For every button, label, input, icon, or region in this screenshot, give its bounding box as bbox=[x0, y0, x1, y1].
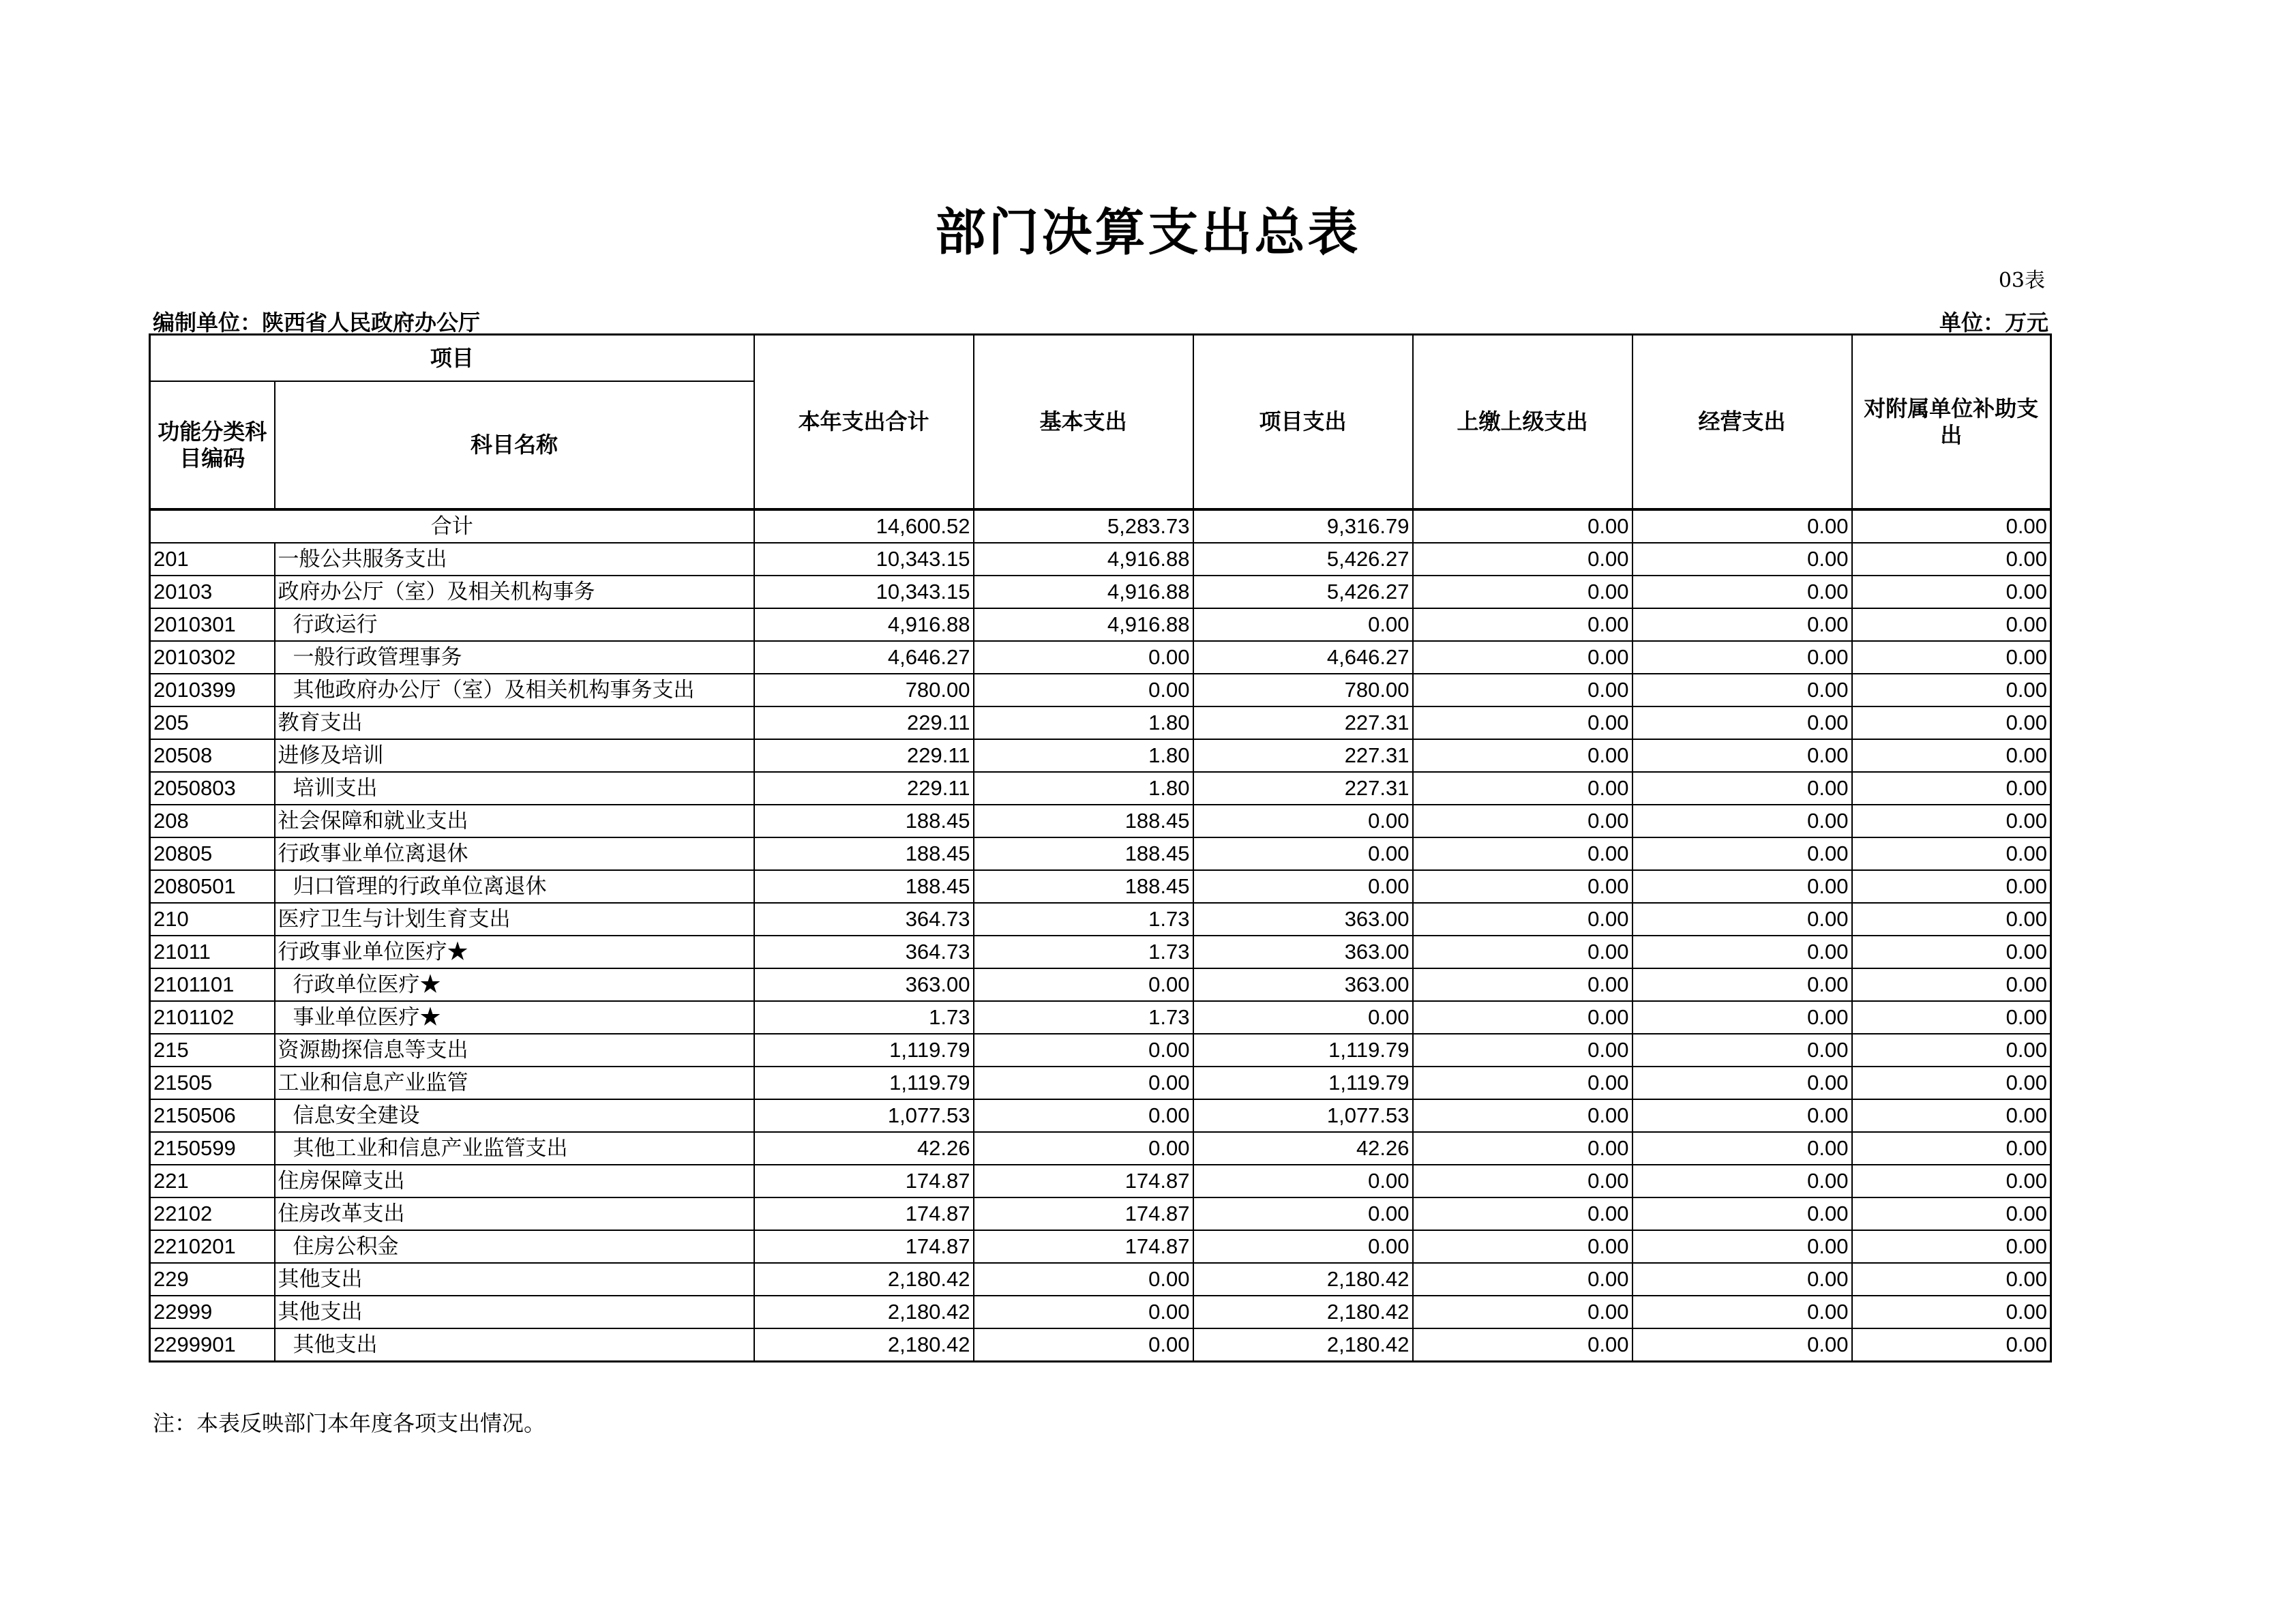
name-cell: 其他支出 bbox=[275, 1263, 754, 1296]
basic-cell: 1.73 bbox=[974, 903, 1193, 936]
subsidy-cell: 0.00 bbox=[1852, 1099, 2051, 1132]
subsidy-cell: 0.00 bbox=[1852, 1328, 2051, 1362]
table-row bbox=[150, 936, 2051, 968]
remit-cell: 0.00 bbox=[1413, 1165, 1632, 1197]
name-cell: 住房改革支出 bbox=[275, 1197, 754, 1230]
remit-cell: 0.00 bbox=[1413, 837, 1632, 870]
basic-cell: 1.80 bbox=[974, 706, 1193, 739]
code-cell: 20103 bbox=[150, 576, 275, 608]
code-cell: 22999 bbox=[150, 1296, 275, 1328]
remit-cell: 0.00 bbox=[1413, 772, 1632, 805]
code-cell: 22102 bbox=[150, 1197, 275, 1230]
basic-cell: 0.00 bbox=[974, 1328, 1193, 1362]
page-title: 部门决算支出总表 bbox=[935, 203, 1361, 262]
project-cell: 227.31 bbox=[1193, 739, 1413, 772]
name-cell: 医疗卫生与计划生育支出 bbox=[275, 903, 754, 936]
business-cell: 0.00 bbox=[1632, 1132, 1852, 1165]
subsidy-cell: 0.00 bbox=[1852, 1132, 2051, 1165]
project-cell: 363.00 bbox=[1193, 903, 1413, 936]
total-cell: 188.45 bbox=[754, 837, 974, 870]
total-cell: 2,180.42 bbox=[754, 1263, 974, 1296]
org-label: 编制单位：陕西省人民政府办公厅 bbox=[153, 310, 481, 336]
code-cell: 2050803 bbox=[150, 772, 275, 805]
remit-cell: 0.00 bbox=[1413, 1067, 1632, 1099]
project-cell: 0.00 bbox=[1193, 1230, 1413, 1263]
subsidy-cell: 0.00 bbox=[1852, 706, 2051, 739]
name-cell: 其他工业和信息产业监管支出 bbox=[275, 1132, 754, 1165]
table-row bbox=[150, 1001, 2051, 1034]
name-cell: 信息安全建设 bbox=[275, 1099, 754, 1132]
subsidy-cell: 0.00 bbox=[1852, 1067, 2051, 1099]
code-cell: 2010301 bbox=[150, 608, 275, 641]
business-cell: 0.00 bbox=[1632, 1034, 1852, 1067]
project-cell: 0.00 bbox=[1193, 608, 1413, 641]
code-cell: 221 bbox=[150, 1165, 275, 1197]
subsidy-cell: 0.00 bbox=[1852, 968, 2051, 1001]
project-cell: 2,180.42 bbox=[1193, 1263, 1413, 1296]
project-cell: 0.00 bbox=[1193, 805, 1413, 837]
table-row bbox=[150, 1034, 2051, 1067]
code-cell: 2101102 bbox=[150, 1001, 275, 1034]
code-cell: 20508 bbox=[150, 739, 275, 772]
subsidy-cell: 0.00 bbox=[1852, 1296, 2051, 1328]
code-cell: 201 bbox=[150, 543, 275, 576]
business-cell: 0.00 bbox=[1632, 968, 1852, 1001]
project-cell: 780.00 bbox=[1193, 674, 1413, 706]
code-cell: 2010302 bbox=[150, 641, 275, 674]
header-code: 功能分类科目编码 bbox=[150, 381, 275, 509]
unit-label: 单位：万元 bbox=[1939, 310, 2048, 336]
remit-cell: 0.00 bbox=[1413, 641, 1632, 674]
subsidy-cell: 0.00 bbox=[1852, 1034, 2051, 1067]
subsidy-cell: 0.00 bbox=[1852, 1165, 2051, 1197]
remit-cell: 0.00 bbox=[1413, 674, 1632, 706]
table-row bbox=[150, 576, 2051, 608]
basic-cell: 4,916.88 bbox=[974, 543, 1193, 576]
project-cell: 5,426.27 bbox=[1193, 576, 1413, 608]
subsidy-cell: 0.00 bbox=[1852, 608, 2051, 641]
code-cell: 21011 bbox=[150, 936, 275, 968]
name-cell: 行政事业单位医疗★ bbox=[275, 936, 754, 968]
total-cell: 229.11 bbox=[754, 772, 974, 805]
basic-cell: 0.00 bbox=[974, 674, 1193, 706]
table-row bbox=[150, 837, 2051, 870]
code-cell: 215 bbox=[150, 1034, 275, 1067]
table-row bbox=[150, 706, 2051, 739]
code-cell: 2210201 bbox=[150, 1230, 275, 1263]
business-cell: 0.00 bbox=[1632, 837, 1852, 870]
name-cell: 行政单位医疗★ bbox=[275, 968, 754, 1001]
project-cell: 4,646.27 bbox=[1193, 641, 1413, 674]
remit-cell: 0.00 bbox=[1413, 509, 1632, 543]
name-cell: 资源勘探信息等支出 bbox=[275, 1034, 754, 1067]
project-cell: 42.26 bbox=[1193, 1132, 1413, 1165]
table-row bbox=[150, 641, 2051, 674]
subsidy-cell: 0.00 bbox=[1852, 1263, 2051, 1296]
total-cell: 364.73 bbox=[754, 903, 974, 936]
table-row bbox=[150, 1165, 2051, 1197]
name-cell: 工业和信息产业监管 bbox=[275, 1067, 754, 1099]
subsidy-cell: 0.00 bbox=[1852, 641, 2051, 674]
remit-cell: 0.00 bbox=[1413, 1197, 1632, 1230]
name-cell: 政府办公厅（室）及相关机构事务 bbox=[275, 576, 754, 608]
code-cell: 2080501 bbox=[150, 870, 275, 903]
remit-cell: 0.00 bbox=[1413, 1328, 1632, 1362]
name-cell: 教育支出 bbox=[275, 706, 754, 739]
table-row bbox=[150, 608, 2051, 641]
basic-cell: 1.80 bbox=[974, 772, 1193, 805]
total-cell: 42.26 bbox=[754, 1132, 974, 1165]
remit-cell: 0.00 bbox=[1413, 1099, 1632, 1132]
remit-cell: 0.00 bbox=[1413, 1001, 1632, 1034]
project-cell: 1,119.79 bbox=[1193, 1034, 1413, 1067]
total-cell: 174.87 bbox=[754, 1165, 974, 1197]
code-cell: 205 bbox=[150, 706, 275, 739]
project-cell: 363.00 bbox=[1193, 968, 1413, 1001]
remit-cell: 0.00 bbox=[1413, 706, 1632, 739]
name-cell: 事业单位医疗★ bbox=[275, 1001, 754, 1034]
subsidy-cell: 0.00 bbox=[1852, 837, 2051, 870]
business-cell: 0.00 bbox=[1632, 1001, 1852, 1034]
remit-cell: 0.00 bbox=[1413, 576, 1632, 608]
business-cell: 0.00 bbox=[1632, 706, 1852, 739]
subsidy-cell: 0.00 bbox=[1852, 576, 2051, 608]
header-item: 项目 bbox=[150, 335, 754, 382]
total-cell: 188.45 bbox=[754, 870, 974, 903]
basic-cell: 1.80 bbox=[974, 739, 1193, 772]
business-cell: 0.00 bbox=[1632, 1099, 1852, 1132]
business-cell: 0.00 bbox=[1632, 903, 1852, 936]
table-row bbox=[150, 870, 2051, 903]
total-cell: 364.73 bbox=[754, 936, 974, 968]
code-cell: 210 bbox=[150, 903, 275, 936]
business-cell: 0.00 bbox=[1632, 576, 1852, 608]
header-basic: 基本支出 bbox=[974, 335, 1193, 510]
subsidy-cell: 0.00 bbox=[1852, 805, 2051, 837]
table-row bbox=[150, 739, 2051, 772]
table-row bbox=[150, 1296, 2051, 1328]
name-cell: 归口管理的行政单位离退休 bbox=[275, 870, 754, 903]
total-cell: 174.87 bbox=[754, 1197, 974, 1230]
name-cell: 一般行政管理事务 bbox=[275, 641, 754, 674]
business-cell: 0.00 bbox=[1632, 1197, 1852, 1230]
total-cell: 14,600.52 bbox=[754, 509, 974, 543]
business-cell: 0.00 bbox=[1632, 674, 1852, 706]
business-cell: 0.00 bbox=[1632, 1067, 1852, 1099]
table-row bbox=[150, 543, 2051, 576]
total-cell: 780.00 bbox=[754, 674, 974, 706]
subsidy-cell: 0.00 bbox=[1852, 870, 2051, 903]
subsidy-cell: 0.00 bbox=[1852, 772, 2051, 805]
total-cell: 1,119.79 bbox=[754, 1034, 974, 1067]
basic-cell: 0.00 bbox=[974, 1132, 1193, 1165]
name-cell: 进修及培训 bbox=[275, 739, 754, 772]
header-total: 本年支出合计 bbox=[754, 335, 974, 510]
table-row bbox=[150, 1099, 2051, 1132]
name-cell: 其他政府办公厅（室）及相关机构事务支出 bbox=[275, 674, 754, 706]
name-cell: 培训支出 bbox=[275, 772, 754, 805]
code-cell: 2010399 bbox=[150, 674, 275, 706]
code-cell: 208 bbox=[150, 805, 275, 837]
name-cell: 住房公积金 bbox=[275, 1230, 754, 1263]
total-cell: 4,916.88 bbox=[754, 608, 974, 641]
remit-cell: 0.00 bbox=[1413, 870, 1632, 903]
subsidy-cell: 0.00 bbox=[1852, 1001, 2051, 1034]
total-cell: 229.11 bbox=[754, 706, 974, 739]
name-cell: 其他支出 bbox=[275, 1296, 754, 1328]
business-cell: 0.00 bbox=[1632, 1263, 1852, 1296]
business-cell: 0.00 bbox=[1632, 1230, 1852, 1263]
header-subsidy: 对附属单位补助支出 bbox=[1852, 335, 2051, 510]
table-row bbox=[150, 1197, 2051, 1230]
table-row bbox=[150, 1263, 2051, 1296]
basic-cell: 0.00 bbox=[974, 1034, 1193, 1067]
total-cell: 188.45 bbox=[754, 805, 974, 837]
business-cell: 0.00 bbox=[1632, 772, 1852, 805]
project-cell: 5,426.27 bbox=[1193, 543, 1413, 576]
basic-cell: 188.45 bbox=[974, 837, 1193, 870]
total-cell: 2,180.42 bbox=[754, 1328, 974, 1362]
project-cell: 1,077.53 bbox=[1193, 1099, 1413, 1132]
code-cell: 2299901 bbox=[150, 1328, 275, 1362]
business-cell: 0.00 bbox=[1632, 1165, 1852, 1197]
total-cell: 2,180.42 bbox=[754, 1296, 974, 1328]
business-cell: 0.00 bbox=[1632, 1328, 1852, 1362]
remit-cell: 0.00 bbox=[1413, 1132, 1632, 1165]
code-cell: 229 bbox=[150, 1263, 275, 1296]
total-cell: 4,646.27 bbox=[754, 641, 974, 674]
basic-cell: 0.00 bbox=[974, 641, 1193, 674]
code-cell: 2150599 bbox=[150, 1132, 275, 1165]
project-cell: 227.31 bbox=[1193, 772, 1413, 805]
expenditure-table bbox=[149, 333, 2052, 1363]
business-cell: 0.00 bbox=[1632, 543, 1852, 576]
code-cell: 20805 bbox=[150, 837, 275, 870]
subsidy-cell: 0.00 bbox=[1852, 674, 2051, 706]
footnote: 注：本表反映部门本年度各项支出情况。 bbox=[153, 1410, 546, 1436]
project-cell: 0.00 bbox=[1193, 870, 1413, 903]
remit-cell: 0.00 bbox=[1413, 1034, 1632, 1067]
remit-cell: 0.00 bbox=[1413, 543, 1632, 576]
remit-cell: 0.00 bbox=[1413, 1230, 1632, 1263]
subsidy-cell: 0.00 bbox=[1852, 936, 2051, 968]
subsidy-cell: 0.00 bbox=[1852, 1230, 2051, 1263]
business-cell: 0.00 bbox=[1632, 870, 1852, 903]
basic-cell: 0.00 bbox=[974, 1099, 1193, 1132]
basic-cell: 174.87 bbox=[974, 1197, 1193, 1230]
basic-cell: 0.00 bbox=[974, 1296, 1193, 1328]
project-cell: 0.00 bbox=[1193, 837, 1413, 870]
basic-cell: 4,916.88 bbox=[974, 576, 1193, 608]
subsidy-cell: 0.00 bbox=[1852, 903, 2051, 936]
total-cell: 174.87 bbox=[754, 1230, 974, 1263]
project-cell: 0.00 bbox=[1193, 1197, 1413, 1230]
business-cell: 0.00 bbox=[1632, 936, 1852, 968]
project-cell: 363.00 bbox=[1193, 936, 1413, 968]
business-cell: 0.00 bbox=[1632, 805, 1852, 837]
table-row bbox=[150, 772, 2051, 805]
project-cell: 2,180.42 bbox=[1193, 1296, 1413, 1328]
business-cell: 0.00 bbox=[1632, 1296, 1852, 1328]
total-cell: 229.11 bbox=[754, 739, 974, 772]
basic-cell: 174.87 bbox=[974, 1230, 1193, 1263]
remit-cell: 0.00 bbox=[1413, 903, 1632, 936]
basic-cell: 5,283.73 bbox=[974, 509, 1193, 543]
project-cell: 2,180.42 bbox=[1193, 1328, 1413, 1362]
basic-cell: 188.45 bbox=[974, 870, 1193, 903]
basic-cell: 174.87 bbox=[974, 1165, 1193, 1197]
total-cell: 10,343.15 bbox=[754, 576, 974, 608]
table-row bbox=[150, 805, 2051, 837]
subsidy-cell: 0.00 bbox=[1852, 543, 2051, 576]
code-cell: 21505 bbox=[150, 1067, 275, 1099]
basic-cell: 0.00 bbox=[974, 1067, 1193, 1099]
name-cell: 社会保障和就业支出 bbox=[275, 805, 754, 837]
remit-cell: 0.00 bbox=[1413, 936, 1632, 968]
name-cell: 其他支出 bbox=[275, 1328, 754, 1362]
total-cell: 363.00 bbox=[754, 968, 974, 1001]
remit-cell: 0.00 bbox=[1413, 608, 1632, 641]
name-cell: 住房保障支出 bbox=[275, 1165, 754, 1197]
business-cell: 0.00 bbox=[1632, 608, 1852, 641]
header-name: 科目名称 bbox=[275, 381, 754, 509]
remit-cell: 0.00 bbox=[1413, 1263, 1632, 1296]
table-row bbox=[150, 1067, 2051, 1099]
total-cell: 1,077.53 bbox=[754, 1099, 974, 1132]
total-cell: 1.73 bbox=[754, 1001, 974, 1034]
table-row bbox=[150, 674, 2051, 706]
project-cell: 0.00 bbox=[1193, 1165, 1413, 1197]
total-row bbox=[150, 509, 2051, 543]
total-label: 合计 bbox=[150, 509, 754, 543]
basic-cell: 1.73 bbox=[974, 936, 1193, 968]
basic-cell: 0.00 bbox=[974, 1263, 1193, 1296]
remit-cell: 0.00 bbox=[1413, 739, 1632, 772]
business-cell: 0.00 bbox=[1632, 641, 1852, 674]
subsidy-cell: 0.00 bbox=[1852, 1197, 2051, 1230]
remit-cell: 0.00 bbox=[1413, 968, 1632, 1001]
table-row bbox=[150, 903, 2051, 936]
project-cell: 9,316.79 bbox=[1193, 509, 1413, 543]
header-business: 经营支出 bbox=[1632, 335, 1852, 510]
name-cell: 行政事业单位离退休 bbox=[275, 837, 754, 870]
table-row bbox=[150, 1328, 2051, 1362]
project-cell: 0.00 bbox=[1193, 1001, 1413, 1034]
total-cell: 10,343.15 bbox=[754, 543, 974, 576]
basic-cell: 188.45 bbox=[974, 805, 1193, 837]
table-row bbox=[150, 968, 2051, 1001]
basic-cell: 0.00 bbox=[974, 968, 1193, 1001]
total-cell: 1,119.79 bbox=[754, 1067, 974, 1099]
basic-cell: 1.73 bbox=[974, 1001, 1193, 1034]
table-row bbox=[150, 1132, 2051, 1165]
project-cell: 1,119.79 bbox=[1193, 1067, 1413, 1099]
remit-cell: 0.00 bbox=[1413, 1296, 1632, 1328]
project-cell: 227.31 bbox=[1193, 706, 1413, 739]
business-cell: 0.00 bbox=[1632, 739, 1852, 772]
remit-cell: 0.00 bbox=[1413, 805, 1632, 837]
code-cell: 2150506 bbox=[150, 1099, 275, 1132]
code-cell: 2101101 bbox=[150, 968, 275, 1001]
header-remit: 上缴上级支出 bbox=[1413, 335, 1632, 510]
business-cell: 0.00 bbox=[1632, 509, 1852, 543]
name-cell: 一般公共服务支出 bbox=[275, 543, 754, 576]
subsidy-cell: 0.00 bbox=[1852, 739, 2051, 772]
subsidy-cell: 0.00 bbox=[1852, 509, 2051, 543]
name-cell: 行政运行 bbox=[275, 608, 754, 641]
table-row bbox=[150, 1230, 2051, 1263]
header-project: 项目支出 bbox=[1193, 335, 1413, 510]
basic-cell: 4,916.88 bbox=[974, 608, 1193, 641]
table-number: 03表 bbox=[1998, 269, 2045, 293]
